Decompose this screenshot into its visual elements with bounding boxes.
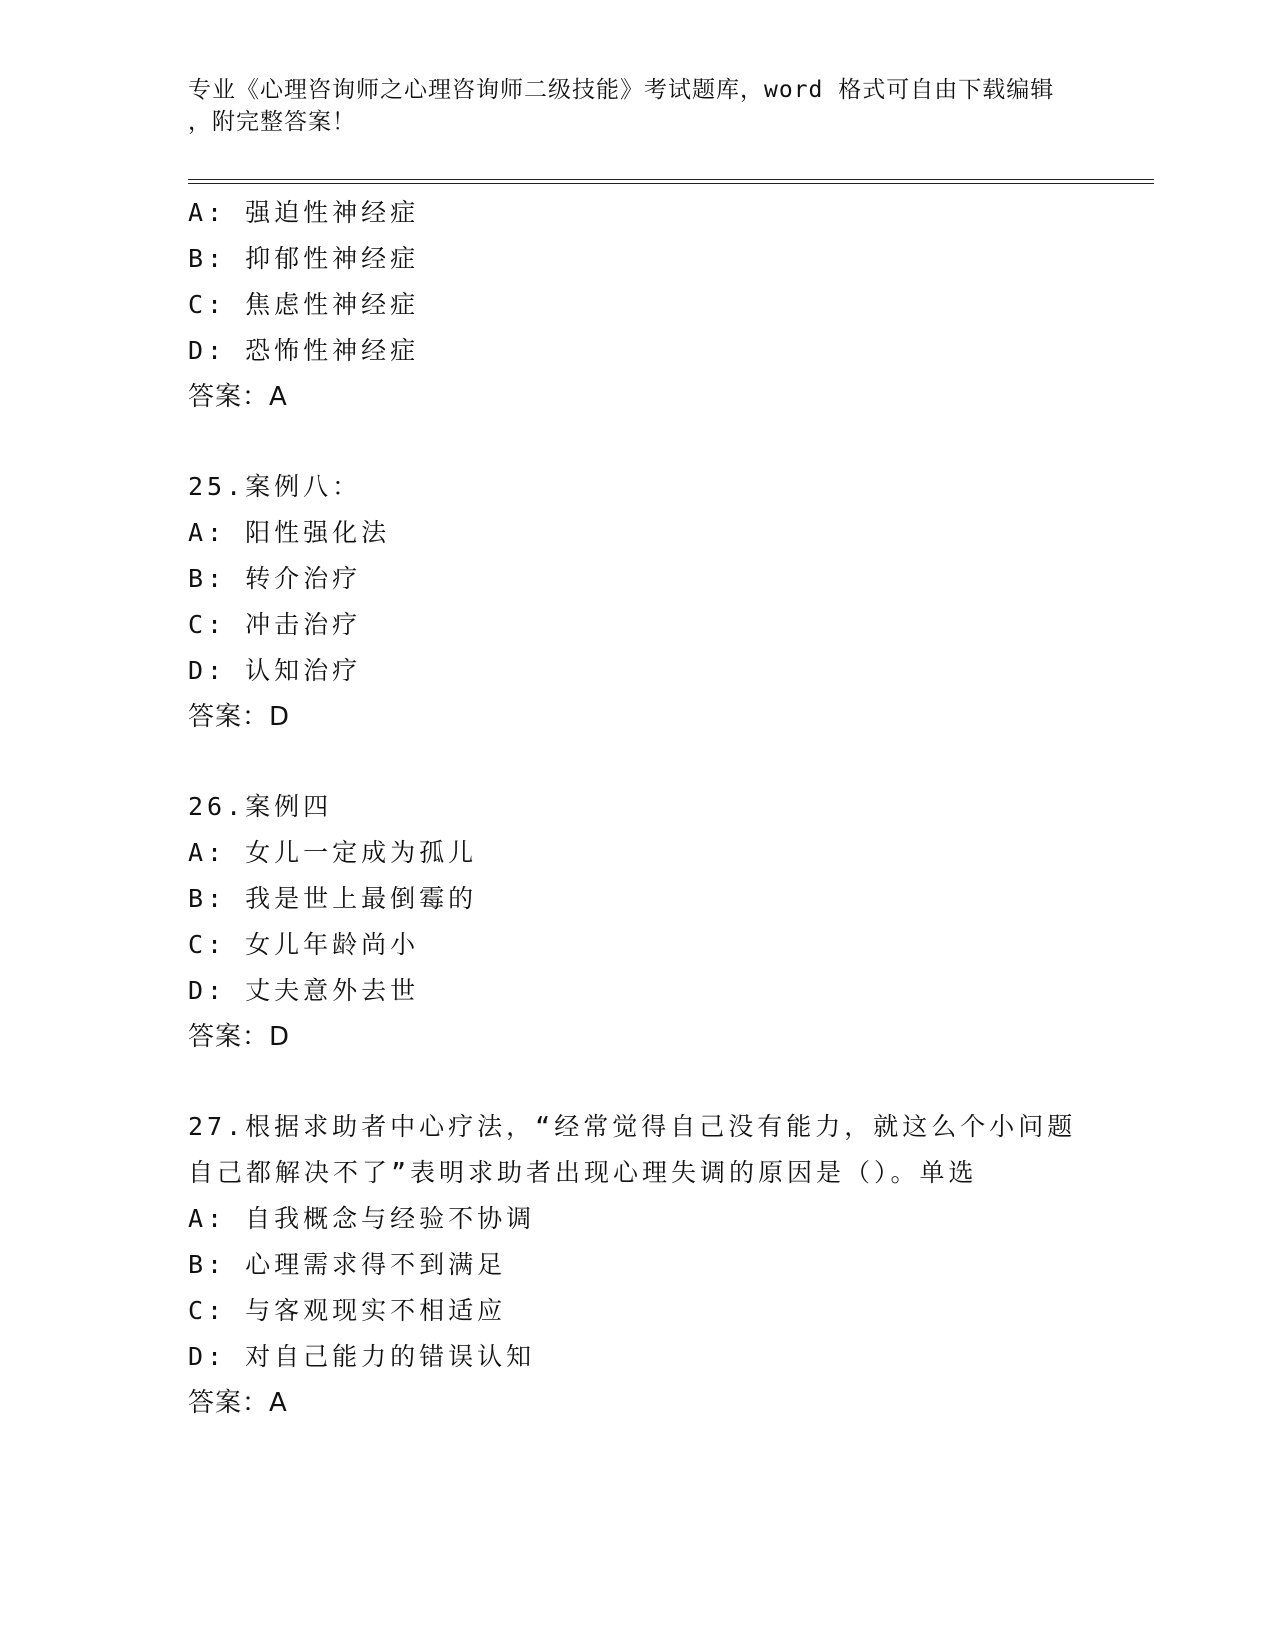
answer-line: 答案：D — [188, 1022, 291, 1052]
option-c: C: 焦虑性神经症 — [188, 290, 420, 319]
option-a: A: 阳性强化法 — [188, 518, 391, 547]
option-b: B: 转介治疗 — [188, 564, 362, 593]
answer-line: 答案：D — [188, 702, 291, 732]
option-c: C: 与客观现实不相适应 — [188, 1296, 507, 1325]
option-b: B: 我是世上最倒霉的 — [188, 884, 478, 913]
option-d: D: 丈夫意外去世 — [188, 976, 420, 1005]
option-c: C: 冲击治疗 — [188, 610, 362, 639]
option-b: B: 心理需求得不到满足 — [188, 1250, 507, 1279]
block-spacer — [188, 740, 1088, 784]
question-list — [188, 190, 1088, 1426]
question-text: 25.案例八： — [188, 472, 362, 501]
option-a: A: 自我概念与经验不协调 — [188, 1204, 536, 1233]
question-block — [188, 1104, 1088, 1426]
question-block — [188, 784, 1088, 1060]
option-d: D: 对自己能力的错误认知 — [188, 1342, 536, 1371]
header-divider-top — [188, 179, 1154, 180]
header-divider-bottom — [188, 183, 1154, 184]
block-spacer — [188, 420, 1088, 464]
option-c: C: 女儿年龄尚小 — [188, 930, 420, 959]
document-header — [188, 74, 1088, 138]
block-spacer — [188, 1060, 1088, 1104]
answer-line: 答案：A — [188, 382, 288, 412]
option-a: A: 女儿一定成为孤儿 — [188, 838, 478, 867]
option-b: B: 抑郁性神经症 — [188, 244, 420, 273]
question-block — [188, 464, 1088, 740]
question-text: 26.案例四 — [188, 792, 333, 821]
option-a: A: 强迫性神经症 — [188, 198, 420, 227]
question-text-line-1: 27.根据求助者中心疗法，“经常觉得自己没有能力，就这么个小问题 — [188, 1112, 1077, 1141]
header-line-1: 专业《心理咨询师之心理咨询师二级技能》考试题库，word 格式可自由下载编辑 — [188, 77, 1055, 103]
option-d: D: 恐怖性神经症 — [188, 336, 420, 365]
answer-line: 答案：A — [188, 1388, 288, 1418]
question-text-line-2: 自己都解决不了”表明求助者出现心理失调的原因是（）。单选 — [188, 1158, 978, 1187]
header-line-2: ，附完整答案！ — [188, 109, 356, 135]
question-block — [188, 190, 1088, 420]
option-d: D: 认知治疗 — [188, 656, 362, 685]
